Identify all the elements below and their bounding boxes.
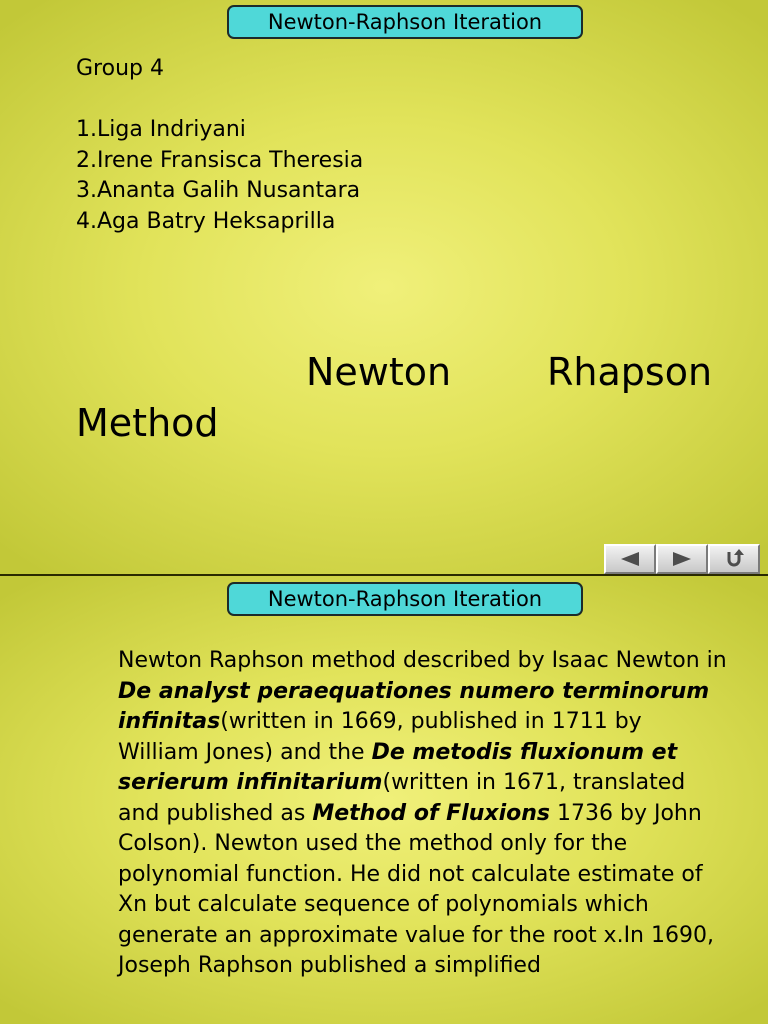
left-arrow-icon — [619, 551, 641, 567]
slide-2 — [0, 576, 768, 1024]
next-button[interactable] — [656, 544, 708, 574]
member-item: 2.Irene Fransisca Theresia — [76, 147, 364, 173]
paragraph-text: 1736 by John Colson). Newton used the method only for the polynomial function. He did not calculate estimate of Xn but calculate sequence of polynomials which generate an approximate value for the root x.In 1690, Joseph Raphson published a simplified — [118, 800, 714, 978]
paragraph-text: Newton Raphson method described by Isaac Newton in — [118, 648, 727, 673]
paragraph-text: (written in 1671, translated and published as — [118, 770, 686, 826]
member-list — [76, 115, 363, 237]
slide-title: Newton-Raphson Iteration — [227, 5, 583, 39]
book-title-1: De analyst peraequationes numero terminorum infinitas — [118, 678, 710, 734]
heading-word-rhapson: Rhapson — [547, 350, 713, 394]
member-item: 3.Ananta Galih Nusantara — [76, 178, 361, 203]
paragraph-text: (written in 1669, published in 1711 by William Jones) and the — [118, 709, 642, 765]
heading-word-method: Method — [76, 401, 219, 445]
group-label: Group 4 — [76, 56, 164, 81]
book-title-3: Method of Fluxions — [312, 800, 551, 826]
heading-word-newton: Newton — [306, 350, 452, 394]
return-button[interactable] — [708, 544, 760, 574]
right-arrow-icon — [671, 551, 693, 567]
member-item: 4.Aga Batry Heksaprilla — [76, 208, 336, 234]
slide-title: Newton-Raphson Iteration — [227, 582, 583, 616]
return-icon — [723, 549, 745, 569]
member-item: 1.Liga Indriyani — [76, 117, 246, 142]
history-paragraph — [118, 646, 728, 982]
book-title-2: De metodis fluxionum et serierum infinitarium — [118, 739, 678, 795]
previous-button[interactable] — [604, 544, 656, 574]
